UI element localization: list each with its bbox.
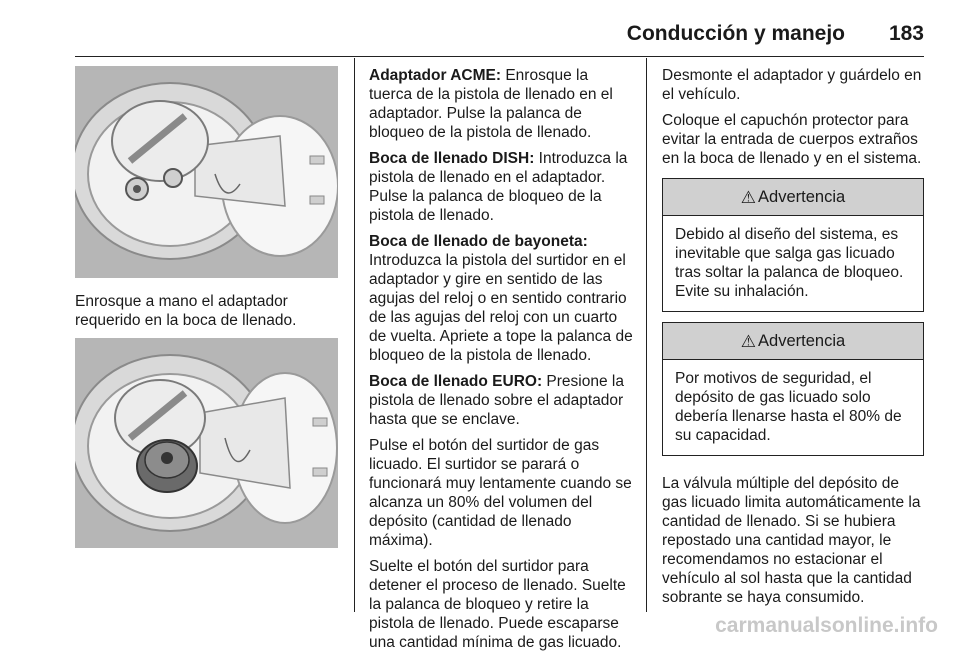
label-dish: Boca de llenado DISH: — [369, 150, 535, 167]
paragraph-dish: Boca de llenado DISH: Introduzca la pistola de llenado en el adaptador. Pulse la palanca de bloqueo de la pistola de llenado. — [369, 150, 628, 224]
warning-title: Advertencia — [758, 331, 846, 350]
warning-header — [663, 323, 923, 360]
filler-neck-drawing — [75, 66, 338, 278]
paragraph-release: Suelte el botón del surtidor para detener el proceso de llenado. Suelte la palanca de bloqueo y retire la pistola de llenado. Puede escaparse una cantidad mínima de gas licuado. — [369, 558, 626, 651]
header-divider — [75, 56, 924, 57]
middle-column — [369, 66, 635, 659]
right-column — [662, 66, 924, 614]
page-header — [0, 0, 960, 58]
paragraph-multivalve: La válvula múltiple del depósito de gas licuado limita automáticamente la cantidad de llenado. Si se hubiera repostado una cantidad mayor, le recomendamos no estacionar el vehículo al sol hasta que la cantidad sobrante se haya consumido. — [662, 475, 921, 606]
warning-triangle-icon: ⚠ — [740, 187, 757, 207]
label-euro: Boca de llenado EURO: — [369, 373, 543, 390]
paragraph-protective-cap: Coloque el capuchón protector para evitar la entrada de cuerpos extraños en la boca de llenado y en el sistema. — [662, 112, 922, 167]
warning-text: Por motivos de seguridad, el depósito de gas licuado solo debería llenarse hasta el 80% de su capacidad. — [675, 370, 902, 444]
label-acme: Adaptador ACME: — [369, 67, 502, 84]
label-bayonet: Boca de llenado de bayoneta: — [369, 233, 588, 250]
paragraph-remove-adapter: Desmonte el adaptador y guárdelo en el vehículo. — [662, 67, 922, 103]
paragraph-euro: Boca de llenado EURO: Presione la pistola de llenado sobre el adaptador hasta que se enclave. — [369, 373, 624, 428]
warning-title: Advertencia — [758, 187, 846, 206]
fuel-filler-illustration-1 — [75, 66, 338, 278]
fuel-filler-illustration-2 — [75, 338, 338, 548]
section-title: Conducción y manejo — [626, 22, 845, 45]
adapter-drawing — [75, 338, 338, 548]
warning-triangle-icon: ⚠ — [740, 331, 757, 351]
warning-header — [663, 179, 923, 216]
warning-box-1 — [662, 178, 924, 312]
column-divider-left — [354, 58, 355, 612]
paragraph-acme: Adaptador ACME: Enrosque la tuerca de la pistola de llenado en el adaptador. Pulse la palanca de bloqueo de la pistola de llenado. — [369, 67, 613, 141]
warning-text: Debido al diseño del sistema, es inevitable que salga gas licuado tras soltar la palanca de bloqueo. Evite su inhalación. — [675, 226, 904, 300]
figure-caption: Enrosque a mano el adaptador requerido en la boca de llenado. — [75, 293, 297, 329]
column-divider-right — [646, 58, 647, 612]
warning-box-2 — [662, 322, 924, 456]
page-number: 183 — [888, 22, 924, 45]
paragraph-bayonet: Boca de llenado de bayoneta: Introduzca la pistola del surtidor en el adaptador y gire en sentido de las agujas del reloj o en sentido contrario de las agujas del reloj con un cuarto de vuelta. Apriete a tope la palanca de bloqueo de la pistola de llenado. — [369, 233, 633, 364]
watermark-text: carmanualsonline.info — [715, 614, 938, 637]
paragraph-pump-button: Pulse el botón del surtidor de gas licuado. El surtidor se parará o funcionará muy lentamente cuando se alcanza un 80% del volumen del depósito (cantidad de llenado máxima). — [369, 437, 632, 549]
